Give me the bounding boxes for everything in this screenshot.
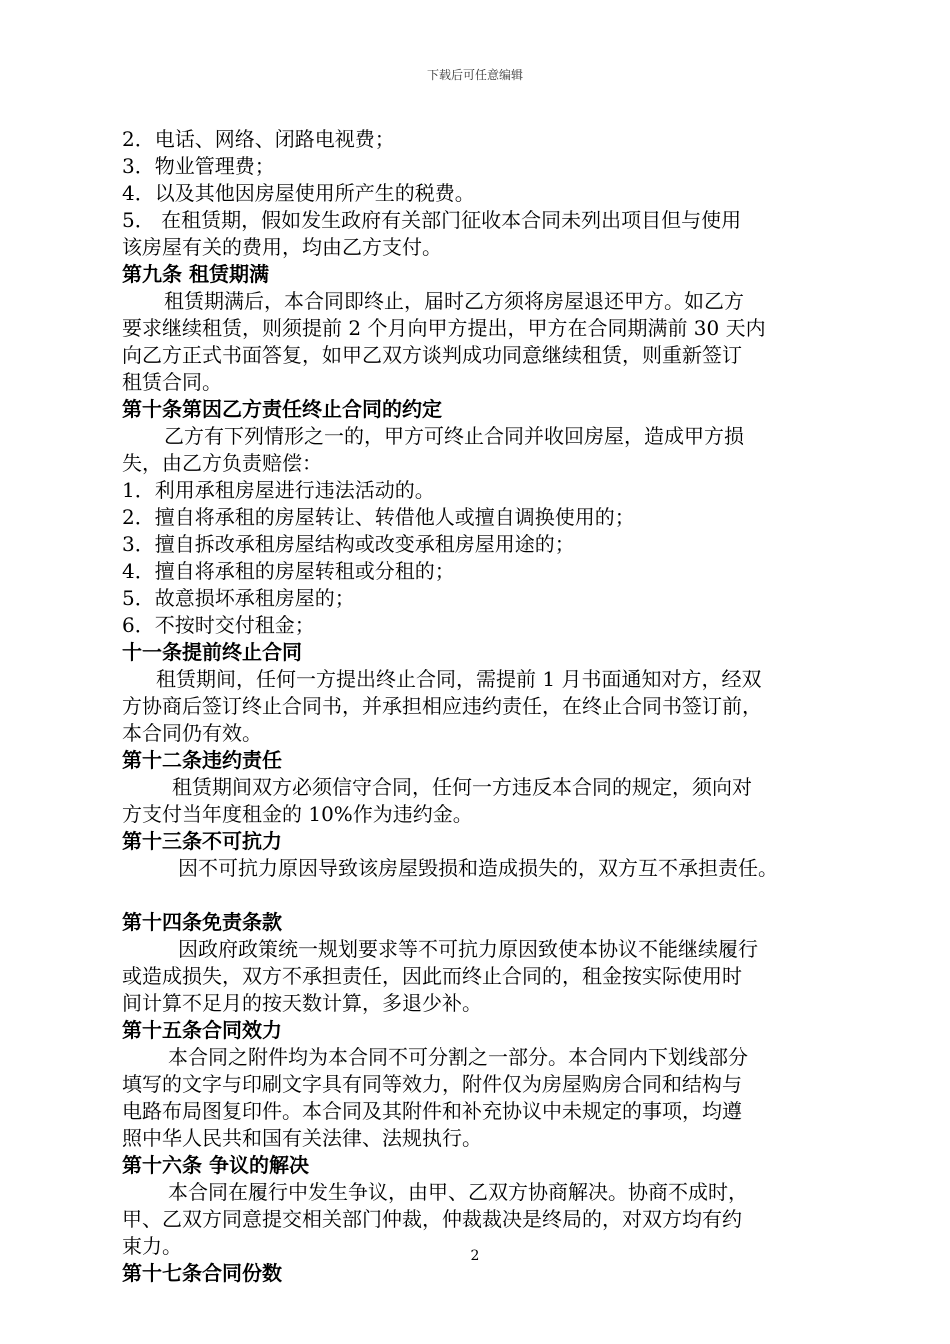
paragraph-line: 租赁期满后，本合同即终止，届时乙方须将房屋退还甲方。如乙方 <box>164 289 744 313</box>
paragraph-line: 甲、乙双方同意提交相关部门仲裁，仲裁裁决是终局的，对双方均有约 <box>122 1207 742 1231</box>
paragraph-line: 本合同之附件均为本合同不可分割之一部分。本合同内下划线部分 <box>168 1045 748 1069</box>
paragraph-line: 乙方有下列情形之一的，甲方可终止合同并收回房屋，造成甲方损 <box>164 424 744 448</box>
section-heading-16: 第十六条 争议的解决 <box>122 1153 309 1177</box>
list-item: 4．擅自将承租的房屋转租或分租的； <box>122 559 455 583</box>
section-heading-11: 十一条提前终止合同 <box>122 640 302 664</box>
list-item: 5． 在租赁期，假如发生政府有关部门征收本合同未列出项目但与使用 <box>122 208 742 232</box>
list-item: 4．以及其他因房屋使用所产生的税费。 <box>122 181 475 205</box>
blank-line <box>122 882 838 909</box>
paragraph-line: 向乙方正式书面答复，如甲乙双方谈判成功同意继续租赁，则重新签订 <box>122 343 742 367</box>
list-item: 3．物业管理费； <box>122 154 275 178</box>
list-item: 1．利用承租房屋进行违法活动的。 <box>122 478 435 502</box>
list-item: 3．擅自拆改承租房屋结构或改变承租房屋用途的； <box>122 532 575 556</box>
paragraph-line: 束力。 <box>122 1234 182 1258</box>
list-item: 2．擅自将承租的房屋转让、转借他人或擅自调换使用的； <box>122 505 635 529</box>
section-heading-17: 第十七条合同份数 <box>122 1261 282 1285</box>
section-heading-14: 第十四条免责条款 <box>122 910 282 934</box>
section-heading-13: 第十三条不可抗力 <box>122 829 282 853</box>
paragraph-line: 照中华人民共和国有关法律、法规执行。 <box>122 1126 482 1150</box>
list-item: 6．不按时交付租金； <box>122 613 315 637</box>
section-heading-10: 第十条第因乙方责任终止合同的约定 <box>122 397 442 421</box>
page-header: 下载后可任意编辑 <box>426 68 523 82</box>
paragraph-line: 本合同仍有效。 <box>122 721 262 745</box>
page-number: 2 <box>470 1248 480 1264</box>
paragraph-line: 填写的文字与印刷文字具有同等效力，附件仅为房屋购房合同和结构与 <box>122 1072 742 1096</box>
list-item: 2．电话、网络、闭路电视费； <box>122 127 395 151</box>
paragraph-line: 该房屋有关的费用，均由乙方支付。 <box>122 235 442 259</box>
paragraph-line: 方协商后签订终止合同书，并承担相应违约责任，在终止合同书签订前， <box>122 694 762 718</box>
paragraph-line: 电路布局图复印件。本合同及其附件和补充协议中未规定的事项，均遵 <box>122 1099 742 1123</box>
paragraph-line: 要求继续租赁，则须提前 2 个月向甲方提出，甲方在合同期满前 30 天内 <box>122 316 766 340</box>
paragraph-line: 因不可抗力原因导致该房屋毁损和造成损失的，双方互不承担责任。 <box>178 856 778 880</box>
paragraph-line: 因政府政策统一规划要求等不可抗力原因致使本协议不能继续履行 <box>178 937 758 961</box>
paragraph-line: 租赁期间双方必须信守合同，任何一方违反本合同的规定，须向对 <box>172 775 752 799</box>
paragraph-line: 租赁期间，任何一方提出终止合同，需提前 1 月书面通知对方，经双 <box>156 667 762 691</box>
paragraph-line: 方支付当年度租金的 10%作为违约金。 <box>122 802 473 826</box>
document-body <box>122 126 838 1287</box>
paragraph-line: 租赁合同。 <box>122 370 222 394</box>
section-heading-15: 第十五条合同效力 <box>122 1018 282 1042</box>
paragraph-line: 或造成损失，双方不承担责任，因此而终止合同的，租金按实际使用时 <box>122 964 742 988</box>
paragraph-line: 间计算不足月的按天数计算，多退少补。 <box>122 991 482 1015</box>
paragraph-line: 失，由乙方负责赔偿： <box>122 451 322 475</box>
paragraph-line: 本合同在履行中发生争议，由甲、乙双方协商解决。协商不成时， <box>168 1180 748 1204</box>
list-item: 5．故意损坏承租房屋的； <box>122 586 355 610</box>
section-heading-12: 第十二条违约责任 <box>122 748 282 772</box>
section-heading-9: 第九条 租赁期满 <box>122 262 269 286</box>
